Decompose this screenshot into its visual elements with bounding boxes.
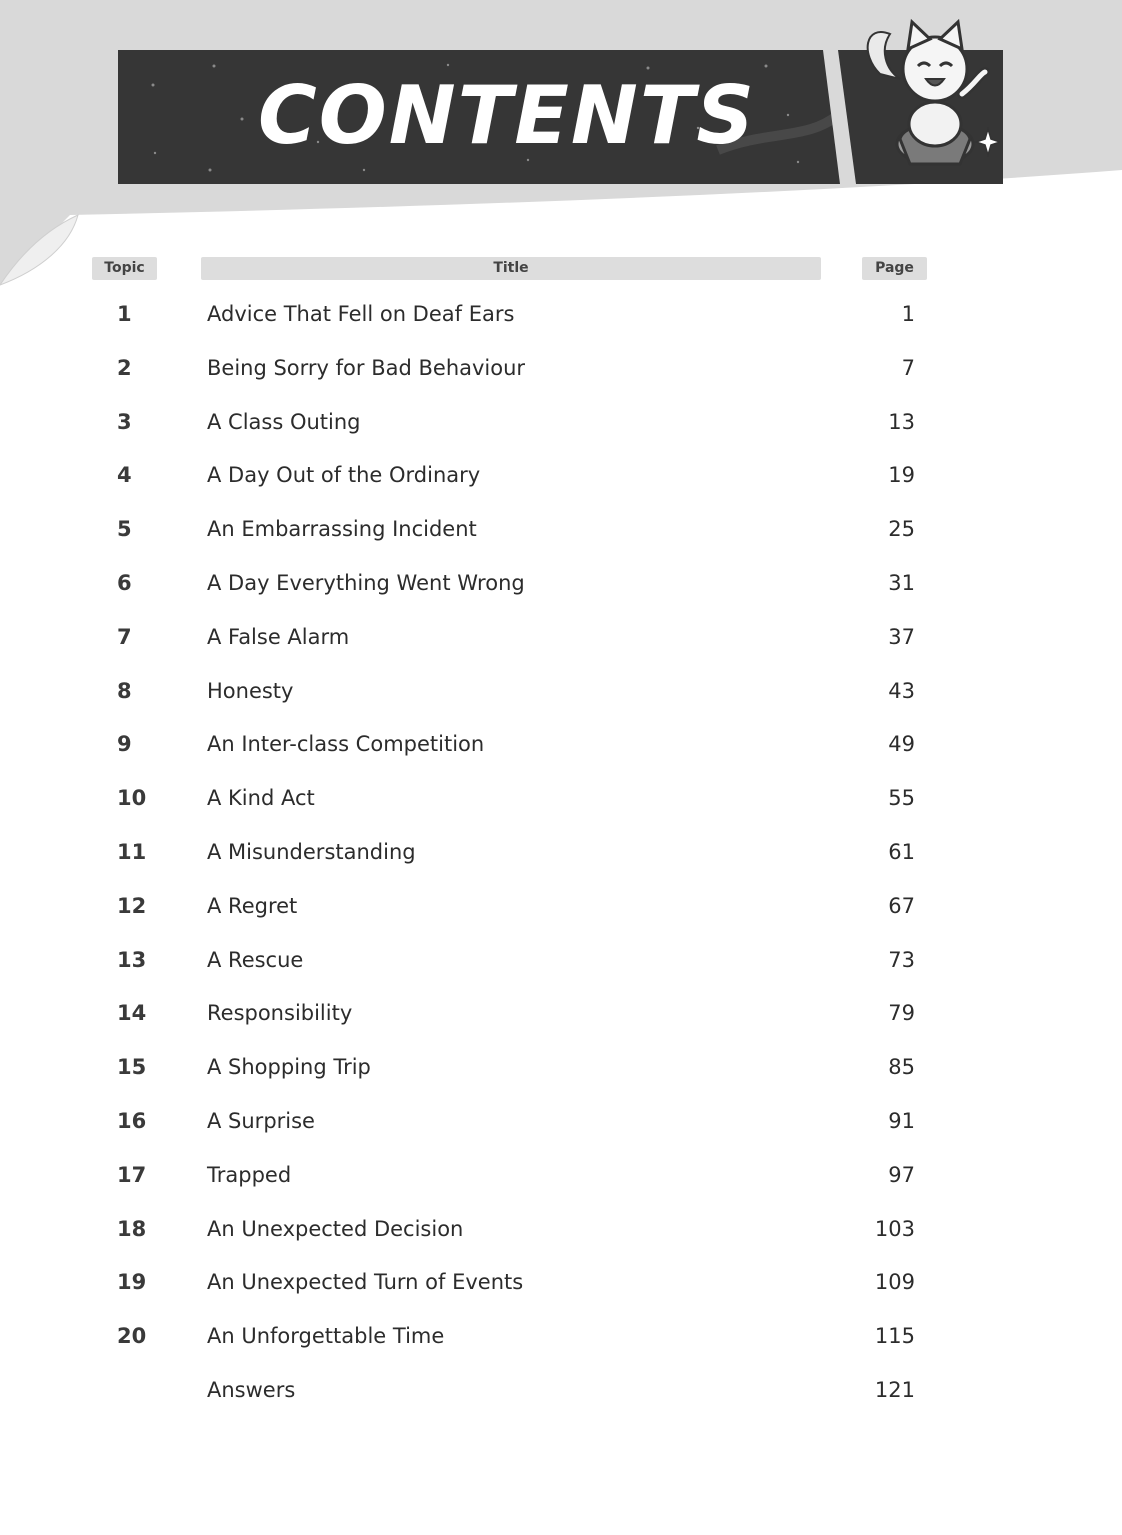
toc-row[interactable]: [0, 774, 1122, 828]
page-number: 37: [888, 624, 915, 649]
contents-list: [0, 290, 1122, 1420]
page-number: 103: [874, 1216, 915, 1241]
topic-title: A Regret: [207, 893, 298, 918]
toc-row[interactable]: [0, 882, 1122, 936]
page-number: 79: [888, 1001, 915, 1026]
page-number: 31: [888, 570, 915, 595]
page-number: 25: [888, 517, 915, 542]
topic-title: A False Alarm: [207, 624, 350, 649]
cat-rocket-mascot-icon: [840, 14, 1000, 174]
topic-number: 5: [117, 517, 132, 542]
topic-number: 15: [117, 1055, 147, 1080]
topic-number: 12: [117, 893, 147, 918]
toc-row[interactable]: [0, 1312, 1122, 1366]
page-number: 91: [888, 1108, 915, 1133]
column-header-page: Page: [862, 257, 927, 280]
toc-row[interactable]: [0, 559, 1122, 613]
topic-number: 9: [117, 732, 132, 757]
topic-title: An Embarrassing Incident: [207, 517, 477, 542]
page-number: 115: [874, 1324, 915, 1349]
page-number: 55: [888, 786, 915, 811]
toc-row[interactable]: [0, 720, 1122, 774]
topic-number: 3: [117, 409, 132, 434]
page-number: 61: [888, 839, 915, 864]
toc-row[interactable]: [0, 989, 1122, 1043]
page-number: 49: [888, 732, 915, 757]
topic-title: Being Sorry for Bad Behaviour: [207, 355, 526, 380]
topic-title: A Day Out of the Ordinary: [207, 463, 481, 488]
topic-title: Honesty: [207, 678, 294, 703]
topic-number: 2: [117, 355, 132, 380]
topic-title: A Misunderstanding: [207, 839, 416, 864]
page-number: 97: [888, 1162, 915, 1187]
topic-title: An Inter-class Competition: [207, 732, 485, 757]
topic-title: An Unexpected Decision: [207, 1216, 464, 1241]
topic-number: 6: [117, 570, 132, 595]
page-number: 121: [874, 1377, 915, 1402]
topic-title: A Rescue: [207, 947, 304, 972]
toc-row[interactable]: [0, 613, 1122, 667]
column-header-title: Title: [201, 257, 821, 280]
topic-title: Advice That Fell on Deaf Ears: [207, 302, 515, 326]
page-number: 67: [888, 893, 915, 918]
page-number: 19: [888, 463, 915, 488]
toc-row[interactable]: [0, 1205, 1122, 1259]
toc-row[interactable]: [0, 1258, 1122, 1312]
toc-row[interactable]: [0, 1043, 1122, 1097]
topic-number: 1: [117, 302, 132, 326]
topic-number: 16: [117, 1108, 147, 1133]
topic-title: An Unforgettable Time: [207, 1324, 445, 1349]
toc-row[interactable]: [0, 344, 1122, 398]
toc-row[interactable]: [0, 398, 1122, 452]
topic-number: 10: [117, 786, 147, 811]
topic-number: 18: [117, 1216, 147, 1241]
topic-title: An Unexpected Turn of Events: [207, 1270, 524, 1295]
topic-number: 20: [117, 1324, 147, 1349]
topic-number: 13: [117, 947, 147, 972]
topic-title: A Surprise: [207, 1108, 315, 1133]
toc-row[interactable]: [0, 451, 1122, 505]
topic-title: A Kind Act: [207, 786, 315, 811]
toc-row[interactable]: [0, 1097, 1122, 1151]
topic-title: Answers: [207, 1377, 296, 1402]
topic-title: Trapped: [207, 1162, 292, 1187]
topic-number: 19: [117, 1270, 147, 1295]
toc-row[interactable]: [0, 828, 1122, 882]
topic-title: A Day Everything Went Wrong: [207, 570, 525, 595]
page-number: 13: [888, 409, 915, 434]
topic-number: 11: [117, 839, 147, 864]
page-number: 85: [888, 1055, 915, 1080]
topic-number: 14: [117, 1001, 147, 1026]
page-number: 109: [874, 1270, 915, 1295]
toc-row[interactable]: [0, 667, 1122, 721]
topic-number: 17: [117, 1162, 147, 1187]
page-number: 1: [901, 302, 915, 326]
page-number: 7: [901, 355, 915, 380]
topic-number: 8: [117, 678, 132, 703]
toc-row[interactable]: [0, 1151, 1122, 1205]
topic-title: A Class Outing: [207, 409, 361, 434]
topic-title: Responsibility: [207, 1001, 353, 1026]
toc-row-answers[interactable]: [0, 1366, 1122, 1420]
banner-title: CONTENTS: [258, 69, 757, 162]
topic-number: 4: [117, 463, 132, 488]
page-number: 43: [888, 678, 915, 703]
toc-row[interactable]: [0, 505, 1122, 559]
toc-row[interactable]: [0, 290, 1122, 344]
topic-title: A Shopping Trip: [207, 1055, 371, 1080]
column-header-topic: Topic: [92, 257, 157, 280]
topic-number: 7: [117, 624, 132, 649]
toc-row[interactable]: [0, 936, 1122, 990]
page-number: 73: [888, 947, 915, 972]
